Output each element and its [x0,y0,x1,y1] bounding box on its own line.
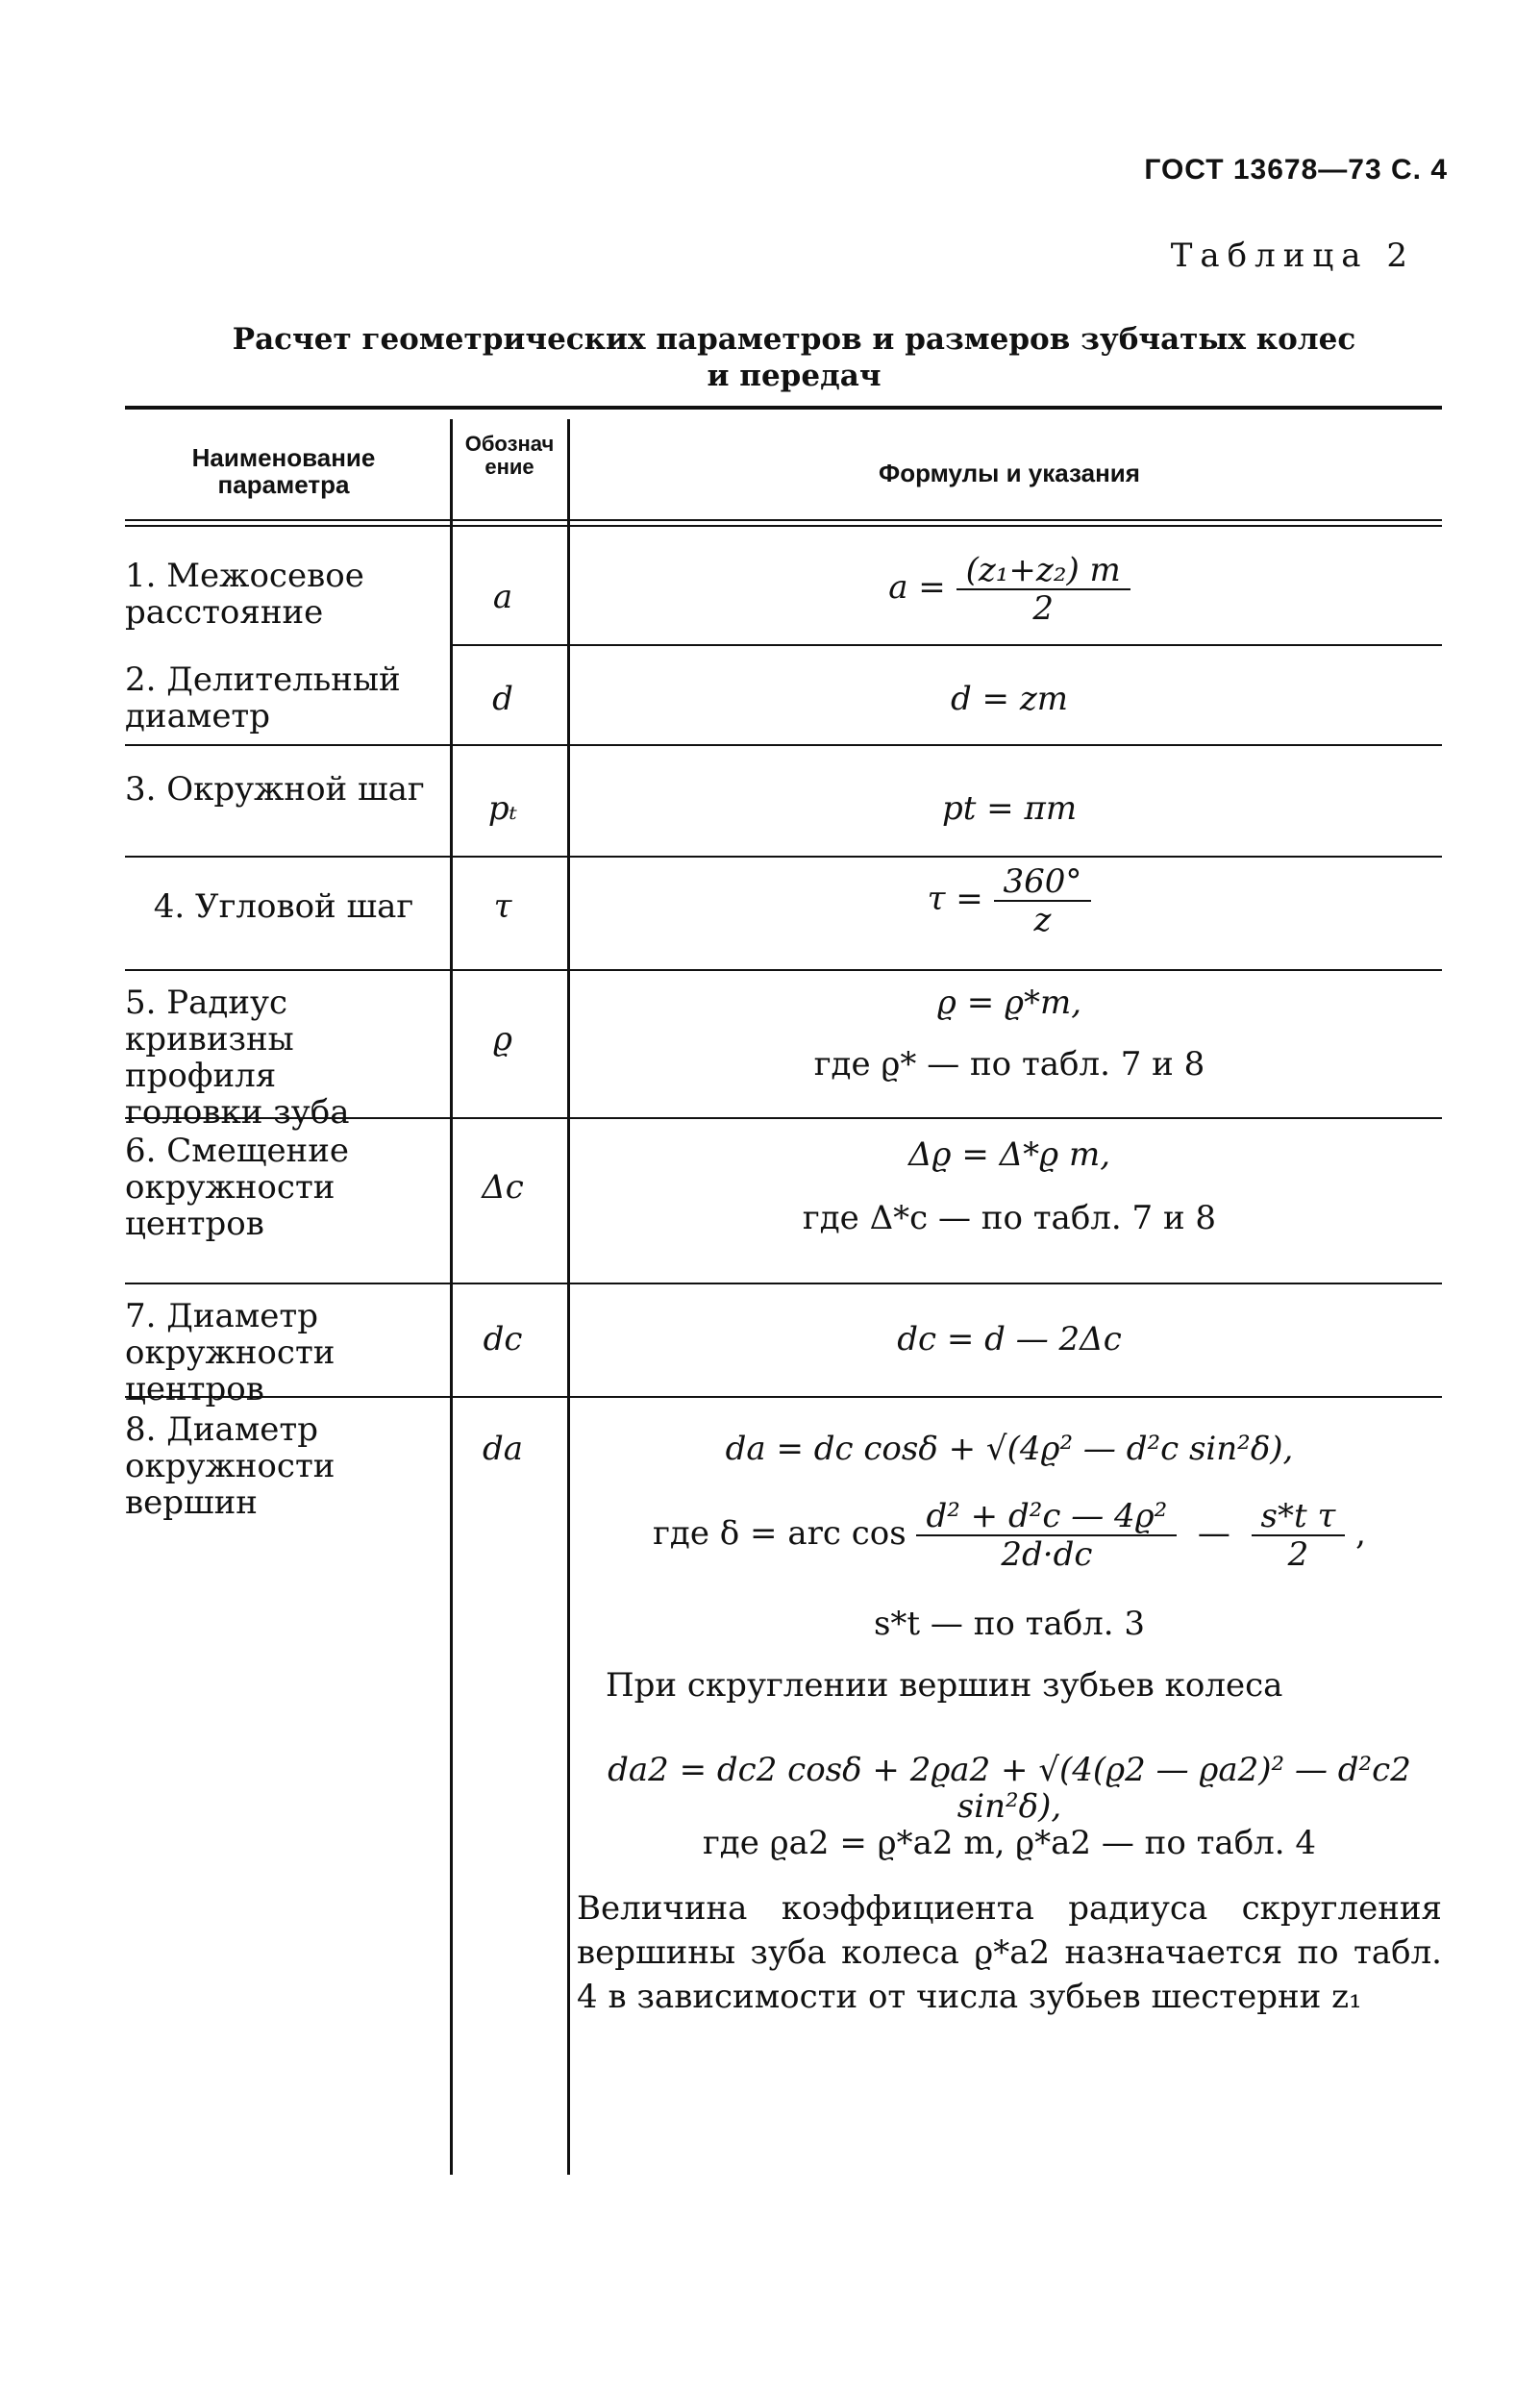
delta-fraction-2 [1252,1498,1346,1573]
rounding-title: При скруглении вершин зубьев колеса [606,1666,1283,1705]
row-6-name: 6. Смещение окружности центров [125,1132,350,1243]
row-6-note: где Δ*c — по табл. 7 и 8 [802,1199,1217,1237]
row-8-name: 8. Диаметр окружности вершин [125,1410,335,1522]
row-1-formula [577,552,1442,627]
row-8-symbol: da [482,1430,524,1468]
delta-prefix: где δ = arc cos [653,1514,907,1553]
title-line-1: Расчет геометрических параметров и размеров зубчатых колес [232,322,1356,357]
row-8-formula-2: da2 = dc2 cosδ + 2ϱa2 + √(4(ϱ2 — ϱa2)² — d²c2 sin²δ), [608,1751,1411,1826]
row-4-numerator: 360° [994,863,1092,902]
table-number: Таблица 2 [1170,237,1415,275]
delta-numerator-2: s*t τ [1252,1498,1346,1536]
row-7-formula: dc = d — 2Δc [897,1320,1122,1358]
delta-denominator-2: 2 [1287,1535,1309,1574]
comma-mark: , [1355,1514,1366,1553]
minus-sign: — [1187,1514,1241,1553]
row-2-name: 2. Делительный диаметр [125,660,401,735]
row-divider [125,856,1442,858]
document-code: ГОСТ 13678—73 С. 4 [1144,154,1448,186]
row-4-symbol: τ [493,887,512,926]
header-formula: Формулы и указания [879,459,1140,487]
row-3-symbol: pₜ [487,789,518,828]
row-5-formula: ϱ = ϱ*m, [936,984,1082,1022]
row-1-fraction [956,552,1130,627]
row-8-st-note: s*t — по табл. 3 [873,1605,1146,1643]
row-1-numerator: (z₁+z₂) m [956,552,1130,590]
row-8-delta-formula [577,1498,1442,1573]
row-7-symbol: dc [483,1320,523,1358]
header-name: Наименование параметра [191,443,376,499]
row-divider [125,1283,1442,1284]
row-3-name: 3. Окружной шаг [125,770,425,809]
table-top-rule [125,406,1442,410]
row-1-denominator: 2 [1032,589,1054,628]
row-5-note: где ϱ* — по табл. 7 и 8 [813,1045,1205,1084]
row-4-fraction [994,863,1092,938]
row-4-denominator: z [1033,901,1052,939]
row-divider [125,969,1442,971]
row-8-formula: da = dc cosδ + √(4ϱ² — d²c sin²δ), [725,1430,1294,1468]
column-divider [567,419,570,2175]
row-8-note-2: где ϱa2 = ϱ*a2 m, ϱ*a2 — по табл. 4 [702,1824,1317,1862]
row-divider [452,644,1442,646]
row-divider [125,744,1442,746]
row-5-symbol: ϱ [493,1020,512,1059]
header-rule-2 [125,525,1442,527]
row-1-symbol: a [492,578,513,616]
parameters-table [125,406,1442,2175]
row-1-lhs: a = [888,568,946,607]
row-4-formula [577,863,1442,938]
rounding-paragraph: Величина коэффициента радиуса скругления вершины зуба колеса ϱ*a2 назначается по табл. 4 в зависимости от числа зубьев шестерни z₁ [577,1889,1442,2016]
row-3-formula: pt = πm [941,789,1078,828]
row-2-formula: d = zm [950,680,1069,718]
header-symbol: Обозначение [464,432,555,479]
row-6-symbol: Δc [482,1168,524,1207]
row-7-name: 7. Диаметр окружности центров [125,1297,335,1408]
title-line-2: и передач [707,359,882,393]
row-1-name: 1. Межосевое расстояние [125,557,364,632]
delta-numerator-1: d² + d²c — 4ϱ² [916,1498,1177,1536]
table-title [125,321,1463,394]
row-6-formula: Δϱ = Δ*ϱ m, [907,1135,1111,1174]
delta-denominator-1: 2d·dc [1001,1535,1093,1574]
row-4-lhs: τ = [927,880,983,918]
row-2-symbol: d [492,680,513,718]
row-5-name: 5. Радиус кривизны профиля головки зуба [125,984,350,1132]
row-4-name: 4. Угловой шаг [153,887,414,926]
header-rule-1 [125,519,1442,521]
delta-fraction-1 [916,1498,1177,1573]
